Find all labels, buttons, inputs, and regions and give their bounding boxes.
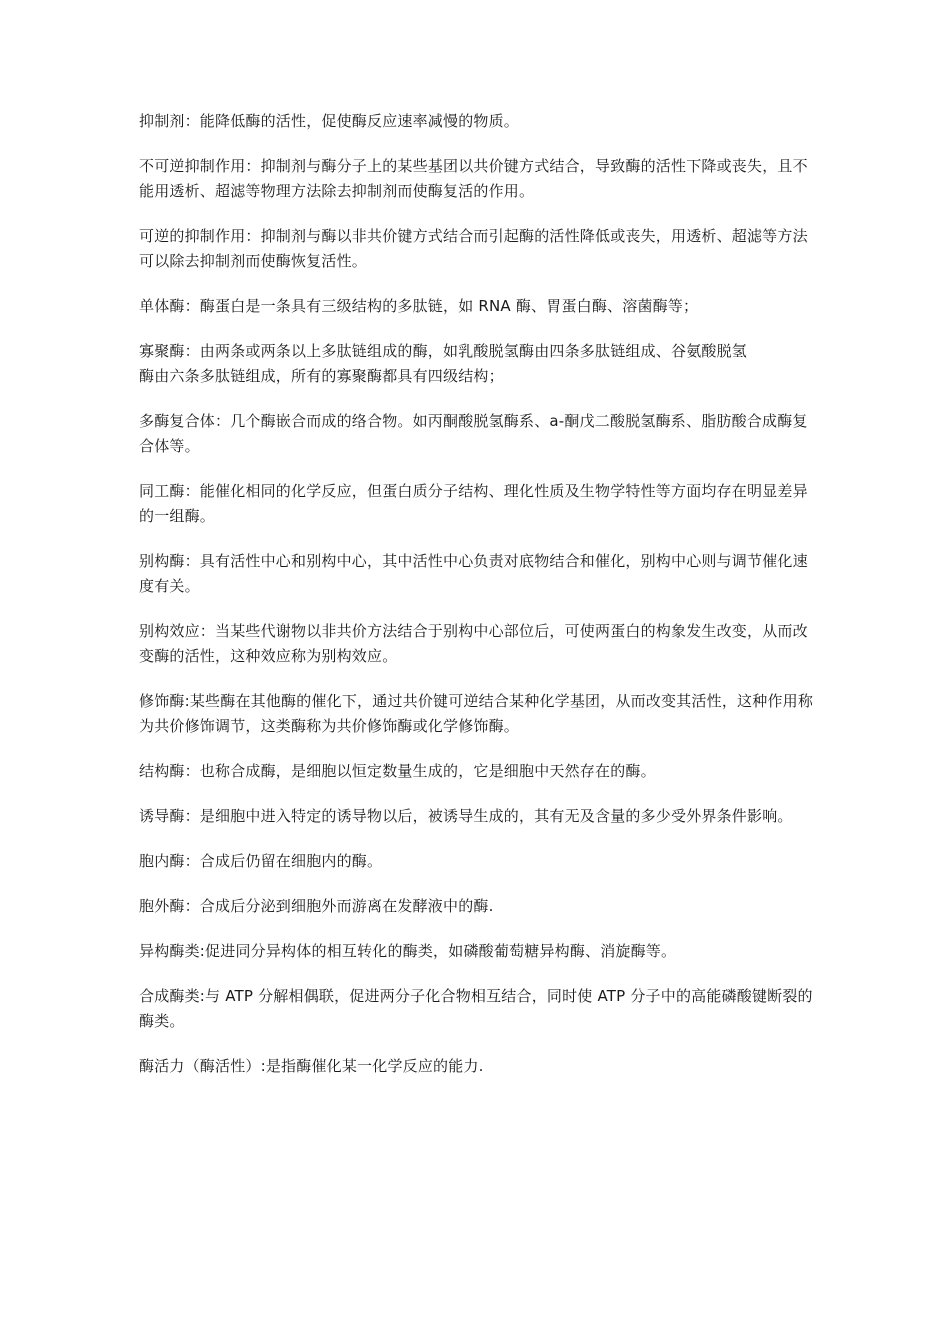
paragraph-oligomeric-enzyme: 寡聚酶：由两条或两条以上多肽链组成的酶，如乳酸脱氢酶由四条多肽链组成、谷氨酸脱氢 酶由六条多肽链组成，所有的寡聚酶都具有四级结构；: [139, 342, 748, 385]
document-body: [139, 109, 819, 1079]
paragraph-allosteric-effect: 别构效应：当某些代谢物以非共价方法结合于别构中心部位后，可使两蛋白的构象发生改变，从而改变酶的活性，这种效应称为别构效应。: [139, 622, 808, 665]
paragraph-inducible-enzyme: 诱导酶：是细胞中进入特定的诱导物以后，被诱导生成的，其有无及含量的多少受外界条件影响。: [139, 807, 793, 825]
paragraph-irreversible-inhibition: 不可逆抑制作用：抑制剂与酶分子上的某些基团以共价键方式结合，导致酶的活性下降或丧失，且不能用透析、超滤等物理方法除去抑制剂而使酶复活的作用。: [139, 157, 808, 200]
paragraph-constitutive-enzyme: 结构酶：也称合成酶，是细胞以恒定数量生成的，它是细胞中天然存在的酶。: [139, 762, 656, 780]
paragraph-reversible-inhibition: 可逆的抑制作用：抑制剂与酶以非共价键方式结合而引起酶的活性降低或丧失，用透析、超滤等方法可以除去抑制剂而使酶恢复活性。: [139, 227, 808, 270]
paragraph-allosteric-enzyme: 别构酶：具有活性中心和别构中心，其中活性中心负责对底物结合和催化，别构中心则与调节催化速度有关。: [139, 552, 808, 595]
paragraph-enzyme-activity: 酶活力（酶活性）:是指酶催化某一化学反应的能力.: [139, 1057, 484, 1075]
paragraph-intracellular-enzyme: 胞内酶：合成后仍留在细胞内的酶。: [139, 852, 383, 870]
paragraph-multienzyme-complex: 多酶复合体：几个酶嵌合而成的络合物。如丙酮酸脱氢酶系、a-酮戊二酸脱氢酶系、脂肪酸合成酶复合体等。: [139, 412, 808, 455]
paragraph-ligases: 合成酶类:与 ATP 分解相偶联，促进两分子化合物相互结合，同时使 ATP 分子中的高能磷酸键断裂的酶类。: [139, 987, 813, 1030]
paragraph-modified-enzyme: 修饰酶:某些酶在其他酶的催化下，通过共价键可逆结合某种化学基团，从而改变其活性，这种作用称为共价修饰调节，这类酶称为共价修饰酶或化学修饰酶。: [139, 692, 814, 735]
paragraph-monomeric-enzyme: 单体酶：酶蛋白是一条具有三级结构的多肽链，如 RNA 酶、胃蛋白酶、溶菌酶等；: [139, 297, 699, 315]
paragraph-isoenzyme: 同工酶：能催化相同的化学反应，但蛋白质分子结构、理化性质及生物学特性等方面均存在明显差异的一组酶。: [139, 482, 808, 525]
paragraph-extracellular-enzyme: 胞外酶：合成后分泌到细胞外而游离在发酵液中的酶.: [139, 897, 494, 915]
paragraph-inhibitor: 抑制剂：能降低酶的活性，促使酶反应速率减慢的物质。: [139, 112, 520, 130]
paragraph-isomerases: 异构酶类:促进同分异构体的相互转化的酶类，如磷酸葡萄糖异构酶、消旋酶等。: [139, 942, 677, 960]
